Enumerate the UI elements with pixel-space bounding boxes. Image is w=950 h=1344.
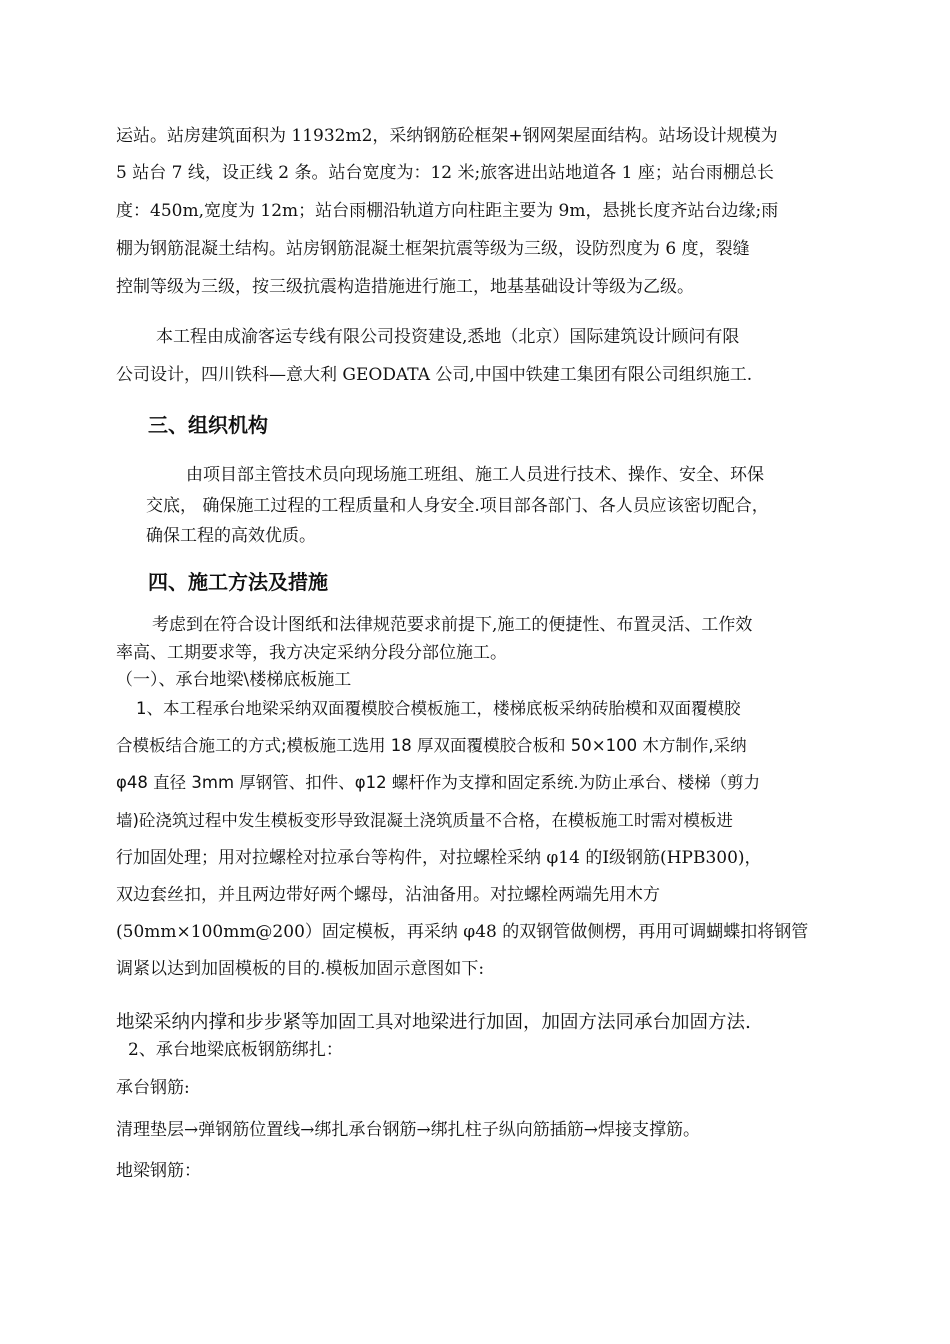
- section-heading-organization: 三、组织机构: [148, 413, 268, 437]
- text-line: 确保工程的高效优质。: [146, 526, 316, 546]
- paragraph-ground-beam: 地梁采纳内撑和步步紧等加固工具对地梁进行加固，加固方法同承台加固方法.: [116, 1012, 751, 1033]
- section-heading-methods: 四、施工方法及措施: [148, 570, 328, 594]
- text-line: 度：450m,宽度为 12m；站台雨棚沿轨道方向柱距主要为 9m，悬挑长度齐站台边缘;雨: [116, 201, 779, 221]
- text-line: (50mm×100mm@200）固定模板，再采纳 φ48 的双钢管做侧楞，再用可调蝴蝶扣将钢管: [116, 922, 809, 942]
- text-line: 交底， 确保施工过程的工程质量和人身安全.项目部各部门、各人员应该密切配合，: [146, 496, 769, 516]
- text-line: 合模板结合施工的方式;模板施工选用 18 厚双面覆模胶合板和 50×100 木方制作,采纳: [116, 736, 747, 755]
- text-line: 墙)砼浇筑过程中发生模板变形导致混凝土浇筑质量不合格，在模板施工时需对模板进: [116, 811, 733, 830]
- label-cap-rebar: 承台钢筋:: [116, 1078, 190, 1098]
- text-line: 公司设计，四川铁科—意大利 GEODATA 公司,中国中铁建工集团有限公司组织施工.: [116, 365, 753, 385]
- text-line: 行加固处理；用对拉螺栓对拉承台等构件，对拉螺栓采纳 φ14 的Ⅰ级钢筋(HPB300)，: [116, 848, 762, 868]
- text-line: 棚为钢筋混凝土结构。站房钢筋混凝土框架抗震等级为三级，设防烈度为 6 度，裂缝: [116, 239, 750, 259]
- text-line: 调紧以达到加固模板的目的.模板加固示意图如下:: [116, 959, 485, 979]
- text-line: 1、本工程承台地梁采纳双面覆模胶合模板施工，楼梯底板采纳砖胎模和双面覆模胶: [136, 699, 741, 718]
- text-line: 由项目部主管技术员向现场施工班组、施工人员进行技术、操作、安全、环保: [186, 465, 764, 485]
- text-line: 5 站台 7 线，设正线 2 条。站台宽度为：12 米;旅客进出站地道各 1 座；站台雨棚总长: [116, 163, 774, 183]
- subsection-heading: （一）、承台地梁\楼梯底板施工: [116, 670, 352, 690]
- text-line: 考虑到在符合设计图纸和法律规范要求前提下,施工的便捷性、布置灵活、工作效: [152, 615, 753, 635]
- text-line: 双边套丝扣，并且两边带好两个螺母，沾油备用。对拉螺栓两端先用木方: [116, 885, 660, 905]
- text-line: 运站。站房建筑面积为 11932m2，采纳钢筋砼框架+钢网架屋面结构。站场设计规模为: [116, 126, 778, 146]
- label-beam-rebar: 地梁钢筋：: [116, 1161, 201, 1181]
- text-line: φ48 直径 3mm 厚钢管、扣件、φ12 螺杆作为支撑和固定系统.为防止承台、楼梯（剪力: [116, 773, 761, 792]
- text-line: 控制等级为三级，按三级抗震构造措施进行施工，地基基础设计等级为乙级。: [116, 277, 694, 297]
- subsection-heading-rebar: 2、承台地梁底板钢筋绑扎：: [128, 1040, 343, 1060]
- text-line: 本工程由成渝客运专线有限公司投资建设,悉地（北京）国际建筑设计顾问有限: [156, 327, 740, 347]
- text-line: 率高、工期要求等，我方决定采纳分段分部位施工。: [116, 643, 507, 663]
- process-cap-rebar: 清理垫层→弹钢筋位置线→绑扎承台钢筋→绑扎柱子纵向筋插筋→焊接支撑筋。: [116, 1120, 700, 1140]
